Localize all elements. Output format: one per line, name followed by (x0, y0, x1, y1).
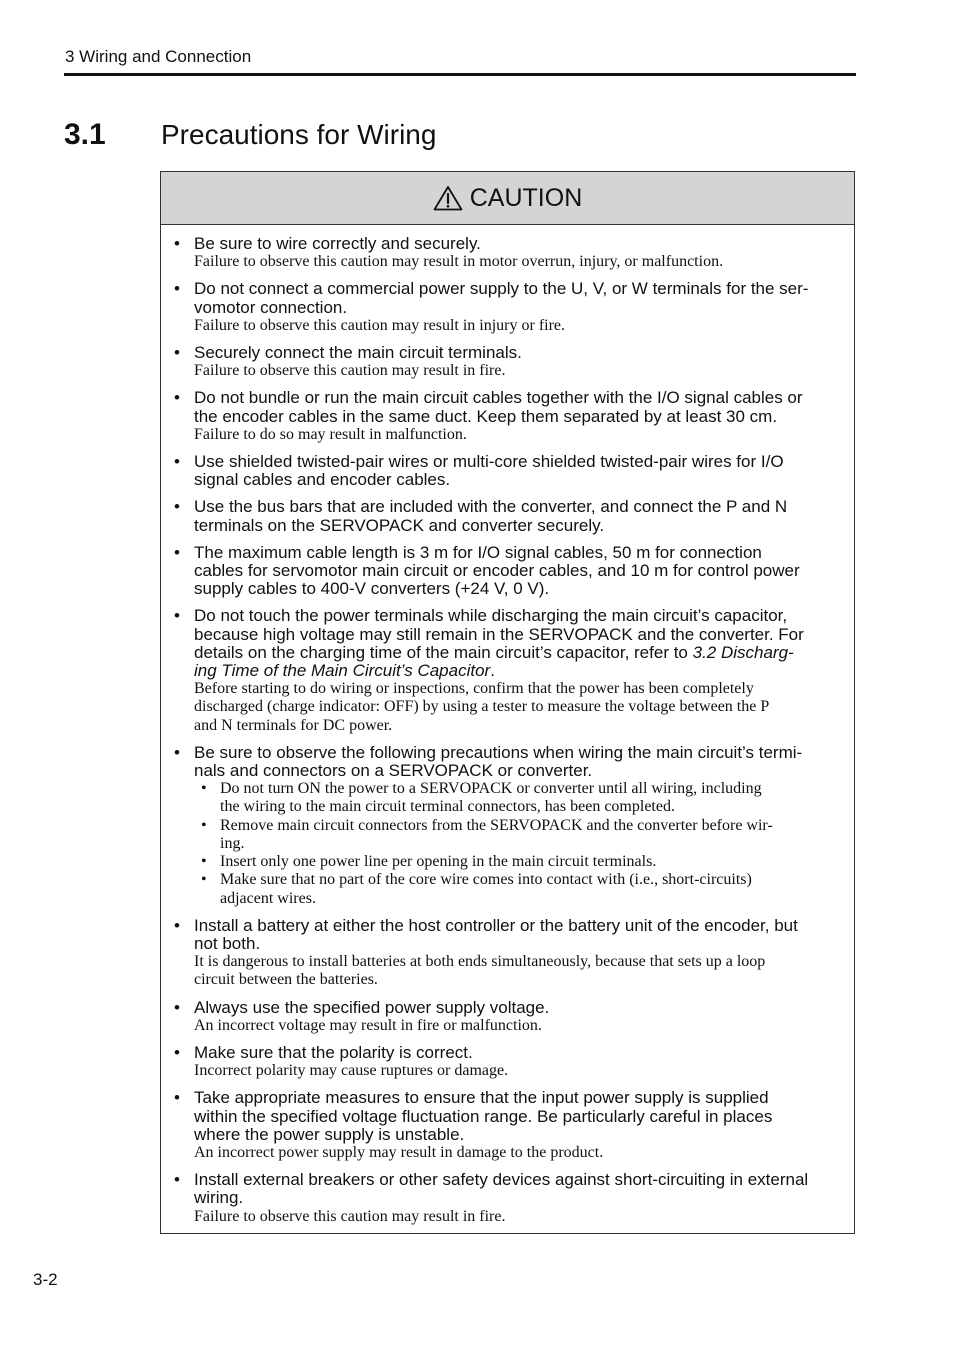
list-item (161, 1171, 844, 1226)
list-item (161, 999, 844, 1035)
list-item (161, 1089, 844, 1162)
list-item (161, 544, 844, 599)
item-main-text: The maximum cable length is 3 m for I/O signal cables, 50 m for connection cables for servomotor main circuit or encoder cables, and 10 m for control power supply cables to 400-V converters (+24 V, 0 V). (194, 542, 800, 599)
sub-list-item (194, 817, 844, 853)
item-note-text: Before starting to do wiring or inspections, confirm that the power has been completely discharged (charge indicator: OFF) by using a tester to measure the voltage between the P and N terminals for DC power. (194, 680, 770, 734)
sub-item-text: Insert only one power line per opening in the main circuit terminals. (220, 853, 657, 871)
item-note-text: Failure to observe this caution may result in motor overrun, injury, or malfunction. (194, 253, 724, 271)
item-main-text (194, 607, 844, 680)
sub-item-text: Make sure that no part of the core wire comes into contact with (i.e., short-circuits) adjacent wires. (220, 871, 752, 907)
bullet: • (174, 497, 180, 517)
sub-item-text: Do not turn ON the power to a SERVOPACK or converter until all wiring, including the wiring to the main circuit terminal connectors, has been completed. (220, 780, 762, 816)
list-item (161, 344, 844, 380)
bullet: • (174, 915, 180, 935)
caution-box (160, 171, 855, 1234)
item-note-text: Failure to observe this caution may result in fire. (194, 362, 506, 380)
page-number: 3-2 (33, 1270, 58, 1289)
item-note-text: An incorrect power supply may result in damage to the product. (194, 1143, 604, 1161)
warning-triangle-icon (433, 185, 463, 211)
sub-list-item (194, 871, 844, 907)
sub-bullet: • (201, 853, 207, 871)
item-main-text: Take appropriate measures to ensure that the input power supply is supplied within the specified voltage fluctuation range. Be particularly careful in places where the power supply is unstable. (194, 1088, 773, 1144)
item-main-text: Do not connect a commercial power supply to the U, V, or W terminals for the ser- vomotor connection. (194, 279, 809, 317)
section-title: Precautions for Wiring (161, 119, 437, 150)
item-note-text: Failure to observe this caution may result in fire. (194, 1207, 506, 1225)
item-main-text: Always use the specified power supply voltage. (194, 997, 550, 1017)
list-item (161, 498, 844, 534)
bullet: • (174, 279, 180, 299)
list-item (161, 917, 844, 990)
item-main-text: Make sure that the polarity is correct. (194, 1042, 473, 1062)
list-item (161, 744, 844, 908)
item-note-text: Failure to do so may result in malfunction. (194, 425, 467, 443)
item-main-text: Install a battery at either the host controller or the battery unit of the encoder, but not both. (194, 915, 798, 953)
list-item (161, 1044, 844, 1080)
section-reference: 3.2 Discharg- ing Time of the Main Circuit’s Capacitor (194, 642, 794, 681)
sub-bullet: • (201, 871, 207, 889)
list-item (161, 453, 844, 489)
sub-list (194, 780, 844, 907)
bullet: • (174, 1088, 180, 1108)
caution-title: CAUTION (469, 183, 583, 212)
item-note-text: An incorrect voltage may result in fire or malfunction. (194, 1016, 542, 1034)
sub-bullet: • (201, 780, 207, 798)
sub-list-item (194, 780, 844, 816)
list-item (161, 235, 844, 271)
running-header: 3 Wiring and Connection (65, 47, 252, 66)
item-note-text: Incorrect polarity may cause ruptures or damage. (194, 1062, 509, 1080)
bullet: • (174, 606, 180, 626)
item-main-text: Be sure to observe the following precautions when wiring the main circuit’s termi- nals and connectors on a SERVOPACK or converter. (194, 742, 803, 781)
item-main-text: Securely connect the main circuit terminals. (194, 343, 522, 363)
item-main-text-end: . (490, 661, 495, 681)
list-item (161, 607, 844, 734)
item-main-text: Install external breakers or other safety devices against short-circuiting in external wiring. (194, 1170, 809, 1208)
bullet: • (174, 388, 180, 408)
caution-header (161, 172, 854, 225)
item-main-text: Use shielded twisted-pair wires or multi-core shielded twisted-pair wires for I/O signal cables and encoder cables. (194, 452, 784, 490)
sub-bullet: • (201, 816, 207, 834)
item-main-text: Be sure to wire correctly and securely. (194, 234, 481, 253)
sub-list-item (194, 853, 844, 871)
list-item (161, 280, 844, 335)
item-note-text: Failure to observe this caution may result in injury or fire. (194, 316, 566, 334)
item-main-text: Do not bundle or run the main circuit cables together with the I/O signal cables or the encoder cables in the same duct. Keep them separated by at least 30 cm. (194, 388, 803, 426)
bullet: • (174, 234, 180, 253)
bullet: • (174, 997, 180, 1017)
bullet: • (174, 542, 180, 562)
item-main-text-lead: Do not touch the power terminals while discharging the main circuit’s capacitor, because high voltage may still remain in the SERVOPACK and the converter. For details on the charging time of the main circuit’s capacitor, refer to (194, 606, 804, 662)
item-main-text: Use the bus bars that are included with the converter, and connect the P and N terminals on the SERVOPACK and converter securely. (194, 497, 788, 535)
list-item (161, 389, 844, 444)
bullet: • (174, 1170, 180, 1190)
header-rule (64, 73, 856, 76)
section-number: 3.1 (64, 118, 106, 151)
item-note-text: It is dangerous to install batteries at both ends simultaneously, because that sets up a loop circuit between the batteries. (194, 953, 766, 989)
bullet: • (174, 1042, 180, 1062)
bullet: • (174, 343, 180, 363)
sub-item-text: Remove main circuit connectors from the SERVOPACK and the converter before wir- ing. (220, 816, 773, 852)
bullet: • (174, 742, 180, 762)
bullet: • (174, 452, 180, 472)
